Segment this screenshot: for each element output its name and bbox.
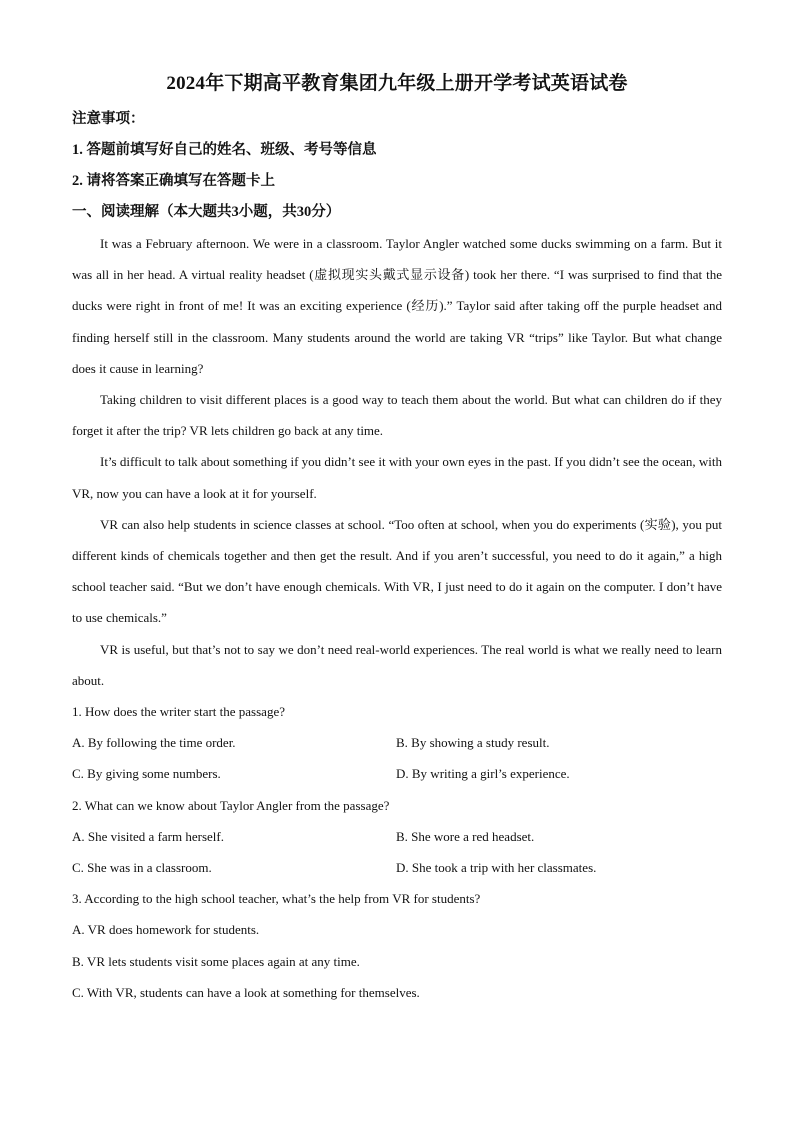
option-d: D. By writing a girl’s experience. — [396, 766, 570, 782]
option-a: A. VR does homework for students. — [72, 922, 260, 938]
question-2 — [72, 790, 722, 884]
notice-item: 1. 答题前填写好自己的姓名、班级、考号等信息 — [72, 142, 377, 158]
passage-paragraph: Taking children to visit different places is a good way to teach them about the world. But what can children do if they forget it after the trip? VR lets children go back at any time. — [72, 392, 722, 439]
option-a: A. She visited a farm herself. — [72, 828, 224, 844]
question-3 — [72, 883, 722, 1008]
passage-paragraph: VR is useful, but that’s not to say we don’t need real-world experiences. The real world is what we really need to learn about. — [72, 641, 722, 688]
notice-item: 2. 请将答案正确填写在答题卡上 — [72, 173, 275, 189]
option-row — [72, 852, 722, 883]
option-row — [72, 758, 722, 789]
option-b: B. She wore a red headset. — [396, 828, 535, 844]
option-d: D. She took a trip with her classmates. — [396, 860, 597, 876]
option-b: B. VR lets students visit some places again at any time. — [72, 953, 360, 969]
option-row — [72, 821, 722, 852]
page-title: 2024年下期高平教育集团九年级上册开学考试英语试卷 — [166, 73, 628, 94]
option-c: C. By giving some numbers. — [72, 766, 221, 782]
passage-paragraph: It’s difficult to talk about something if you didn’t see it with your own eyes in the past. If you didn’t see the ocean, with VR, now you can have a look at it for yourself. — [72, 454, 722, 501]
question-stem: 2. What can we know about Taylor Angler from the passage? — [72, 797, 390, 813]
option-row — [72, 727, 722, 758]
question-1 — [72, 696, 722, 790]
passage-paragraph: VR can also help students in science classes at school. “Too often at school, when you do experiments (实验), you put different kinds of chemicals together and then get the result. And if you aren’t successful, you need to do it again,” a high school teacher said. “But we don’t have enough chemicals. With VR, I just need to do it again on the computer. I don’t have to use chemicals.” — [72, 516, 722, 626]
passage-paragraph: It was a February afternoon. We were in a classroom. Taylor Angler watched some ducks swimming on a farm. But it was all in her head. A virtual reality headset (虚拟现实头戴式显示设备) took her there. “I was surprised to find that the ducks were right in front of me! It was an exciting experience (经历).” Taylor said after taking off the purple headset and finding herself still in the classroom. Many students around the world are taking VR “trips” like Taylor. But what change does it cause in learning? — [72, 236, 722, 376]
question-stem: 3. According to the high school teacher, what’s the help from VR for students? — [72, 891, 481, 907]
section-heading: 一、阅读理解（本大题共3小题，共30分） — [72, 204, 341, 220]
option-a: A. By following the time order. — [72, 735, 236, 751]
option-c: C. She was in a classroom. — [72, 860, 212, 876]
notice-heading: 注意事项： — [72, 111, 145, 127]
option-c: C. With VR, students can have a look at something for themselves. — [72, 984, 420, 1000]
option-b: B. By showing a study result. — [396, 735, 550, 751]
question-stem: 1. How does the writer start the passage? — [72, 704, 285, 720]
exam-page — [72, 68, 722, 1008]
